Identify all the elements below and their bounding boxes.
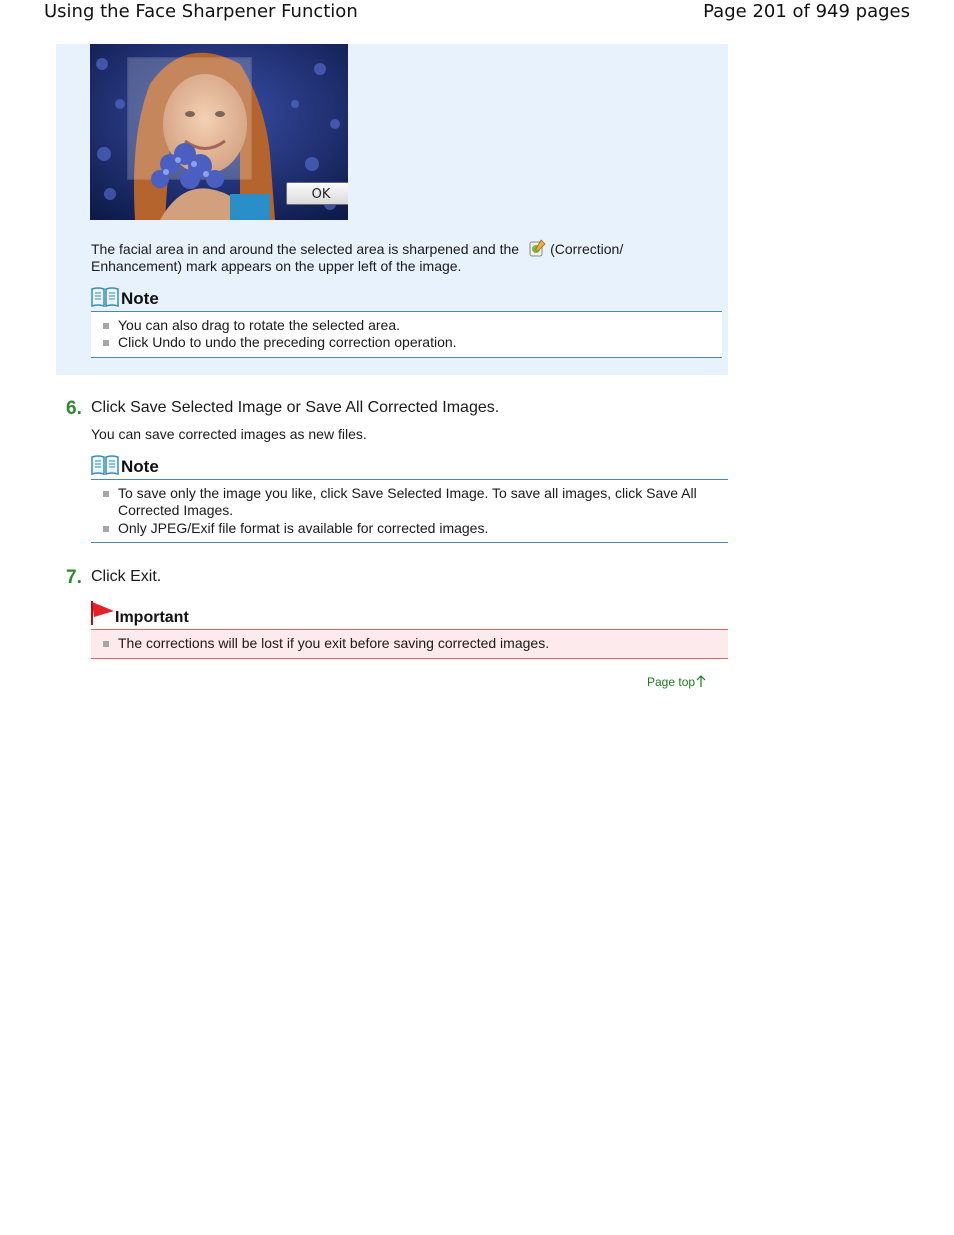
- list-item: The corrections will be lost if you exit before saving corrected images.: [91, 635, 728, 652]
- page-title: Using the Face Sharpener Function: [44, 1, 358, 22]
- ok-button[interactable]: OK: [286, 182, 348, 205]
- step-5-description: [91, 239, 691, 275]
- page-top-link[interactable]: [647, 675, 706, 691]
- note-box: [91, 311, 722, 358]
- note-box: [91, 479, 728, 543]
- important-label: Important: [115, 609, 189, 626]
- note-label: Note: [121, 457, 159, 476]
- list-item: Click Undo to undo the preceding correction operation.: [91, 334, 722, 351]
- description-text-2: (Correction/ Enhancement) mark appears on the upper left of the image.: [91, 241, 624, 274]
- step-6-subtitle: You can save corrected images as new files.: [91, 426, 367, 442]
- correction-enhancement-icon: [529, 239, 547, 257]
- note-book-icon: [91, 454, 119, 481]
- description-text-1: The facial area in and around the selected area is sharpened and the: [91, 241, 520, 257]
- step-6-title: Click Save Selected Image or Save All Corrected Images.: [91, 399, 500, 416]
- important-box: [91, 629, 728, 659]
- page-header: [0, 0, 954, 28]
- note-heading: [91, 287, 291, 311]
- page-counter: Page 201 of 949 pages: [703, 1, 910, 22]
- list-item: You can also drag to rotate the selected area.: [91, 317, 722, 334]
- red-flag-icon: [91, 601, 115, 630]
- note-book-icon: [91, 286, 119, 313]
- step-5-panel: [56, 44, 728, 375]
- step-7-number: 7.: [66, 567, 82, 588]
- important-heading: [91, 601, 291, 629]
- face-sharpener-screenshot: [90, 44, 348, 220]
- page-top-label[interactable]: Page top: [647, 675, 696, 689]
- note-label: Note: [121, 289, 159, 308]
- list-item: Only JPEG/Exif file format is available for corrected images.: [91, 520, 728, 537]
- note-heading: [91, 455, 291, 479]
- arrow-up-icon: [696, 675, 706, 691]
- step-7-title: Click Exit.: [91, 568, 162, 585]
- list-item: To save only the image you like, click Save Selected Image. To save all images, click Save All Corrected Images.: [91, 485, 728, 519]
- step-6-number: 6.: [66, 398, 82, 419]
